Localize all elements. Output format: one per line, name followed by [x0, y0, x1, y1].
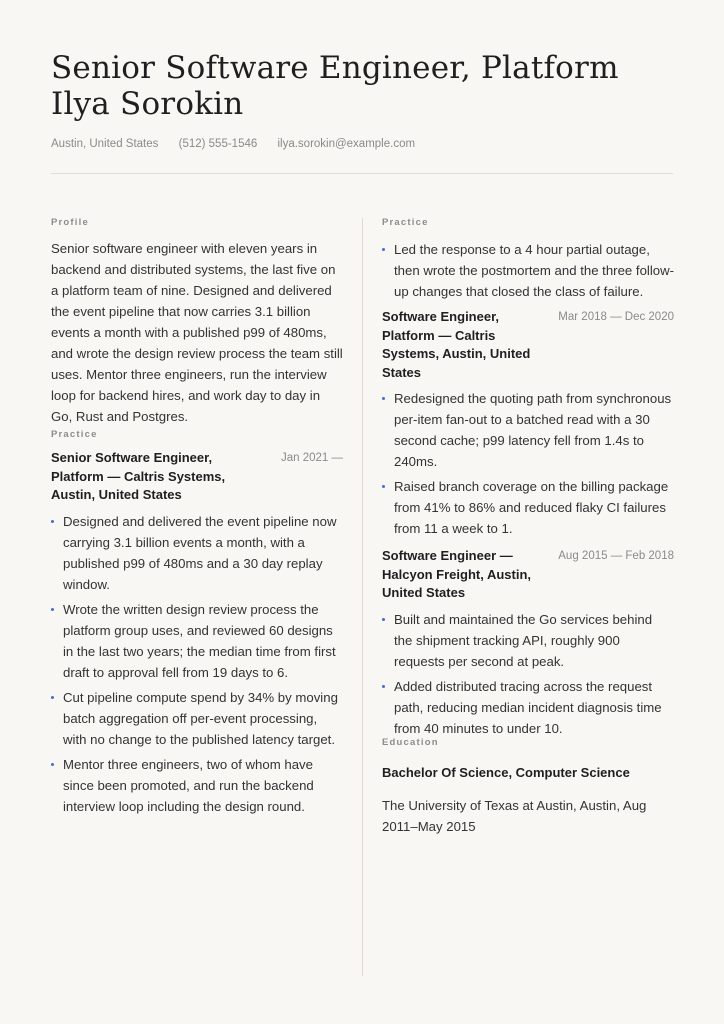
- job-entry: [382, 547, 674, 739]
- job-title: Software Engineer — Halcyon Freight, Austin, United States: [382, 548, 532, 600]
- job-dates: Mar 2018 — Dec 2020: [558, 311, 674, 323]
- bullet: Led the response to a 4 hour partial outage, then wrote the postmortem and the three follow-up changes that closed the class of failure.: [382, 239, 674, 302]
- job-bullets: [382, 609, 674, 739]
- left-column: [51, 217, 343, 821]
- job-title: Software Engineer, Platform — Caltris Systems, Austin, United States: [382, 309, 531, 380]
- location: Austin, United States: [51, 138, 159, 150]
- bullet: Raised branch coverage on the billing package from 41% to 86% and reduced flaky CI failures from 11 a week to 1.: [382, 476, 674, 539]
- practice-label: Practice: [51, 429, 98, 440]
- bullet: Mentor three engineers, two of whom have since been promoted, and run the backend interview loop including the design round.: [51, 754, 343, 817]
- contact-line: [51, 138, 673, 150]
- bullet: Designed and delivered the event pipeline now carrying 3.1 billion events a month, with a published p99 of 480ms and a 30 day replay window.: [51, 511, 343, 595]
- bullet: Wrote the written design review process the platform group uses, and reviewed 60 designs in the last two years; the median time from first draft to approval fell from 19 days to 6.: [51, 599, 343, 683]
- practice-label: Practice: [382, 217, 429, 228]
- job-dates: Aug 2015 — Feb 2018: [558, 550, 674, 562]
- degree: Bachelor Of Science, Computer Science: [382, 764, 630, 780]
- email: ilya.sorokin@example.com: [277, 138, 416, 150]
- bullet: Added distributed tracing across the request path, reducing median incident diagnosis time from 40 minutes to under 10.: [382, 676, 674, 739]
- education-label: Education: [382, 736, 439, 748]
- job-entry: [382, 308, 674, 539]
- person-name: Ilya Sorokin: [51, 86, 244, 122]
- job-bullets-continued: [382, 239, 674, 302]
- profile-label: Profile: [51, 217, 89, 228]
- school: The University of Texas at Austin, Austin, Aug 2011–May 2015: [382, 797, 647, 834]
- job-bullets: [382, 388, 674, 539]
- phone: (512) 555-1546: [178, 138, 258, 150]
- bullet: Cut pipeline compute spend by 34% by moving batch aggregation off per-event processing, with no change to the published latency target.: [51, 687, 343, 750]
- job-title: Senior Software Engineer, Platform — Caltris Systems, Austin, United States: [51, 450, 226, 502]
- job-entry: [51, 449, 343, 817]
- bullet: Built and maintained the Go services behind the shipment tracking API, roughly 900 requests per second at peak.: [382, 609, 674, 672]
- job-title-heading: Senior Software Engineer, Platform: [51, 50, 619, 86]
- right-column: [382, 217, 674, 837]
- job-dates: Jan 2021 —: [280, 452, 343, 464]
- profile-text: Senior software engineer with eleven years in backend and distributed systems, the last five on a platform team of nine. Designed and delivered the event pipeline that now carries 3.1 billion events a month with a published p99 of 480ms, and wrote the design review process the team still uses. Mentor three engineers, run the interview loop for backend hires, and work day to day in Go, Rust and Postgres.: [51, 241, 343, 424]
- job-bullets: [51, 511, 343, 817]
- header-divider: [51, 173, 673, 174]
- bullet: Redesigned the quoting path from synchronous per-item fan-out to a batched read with a 30 second cache; p99 latency fell from 1.4s to 240ms.: [382, 388, 674, 472]
- column-divider: [362, 218, 363, 976]
- resume-header: [51, 50, 673, 150]
